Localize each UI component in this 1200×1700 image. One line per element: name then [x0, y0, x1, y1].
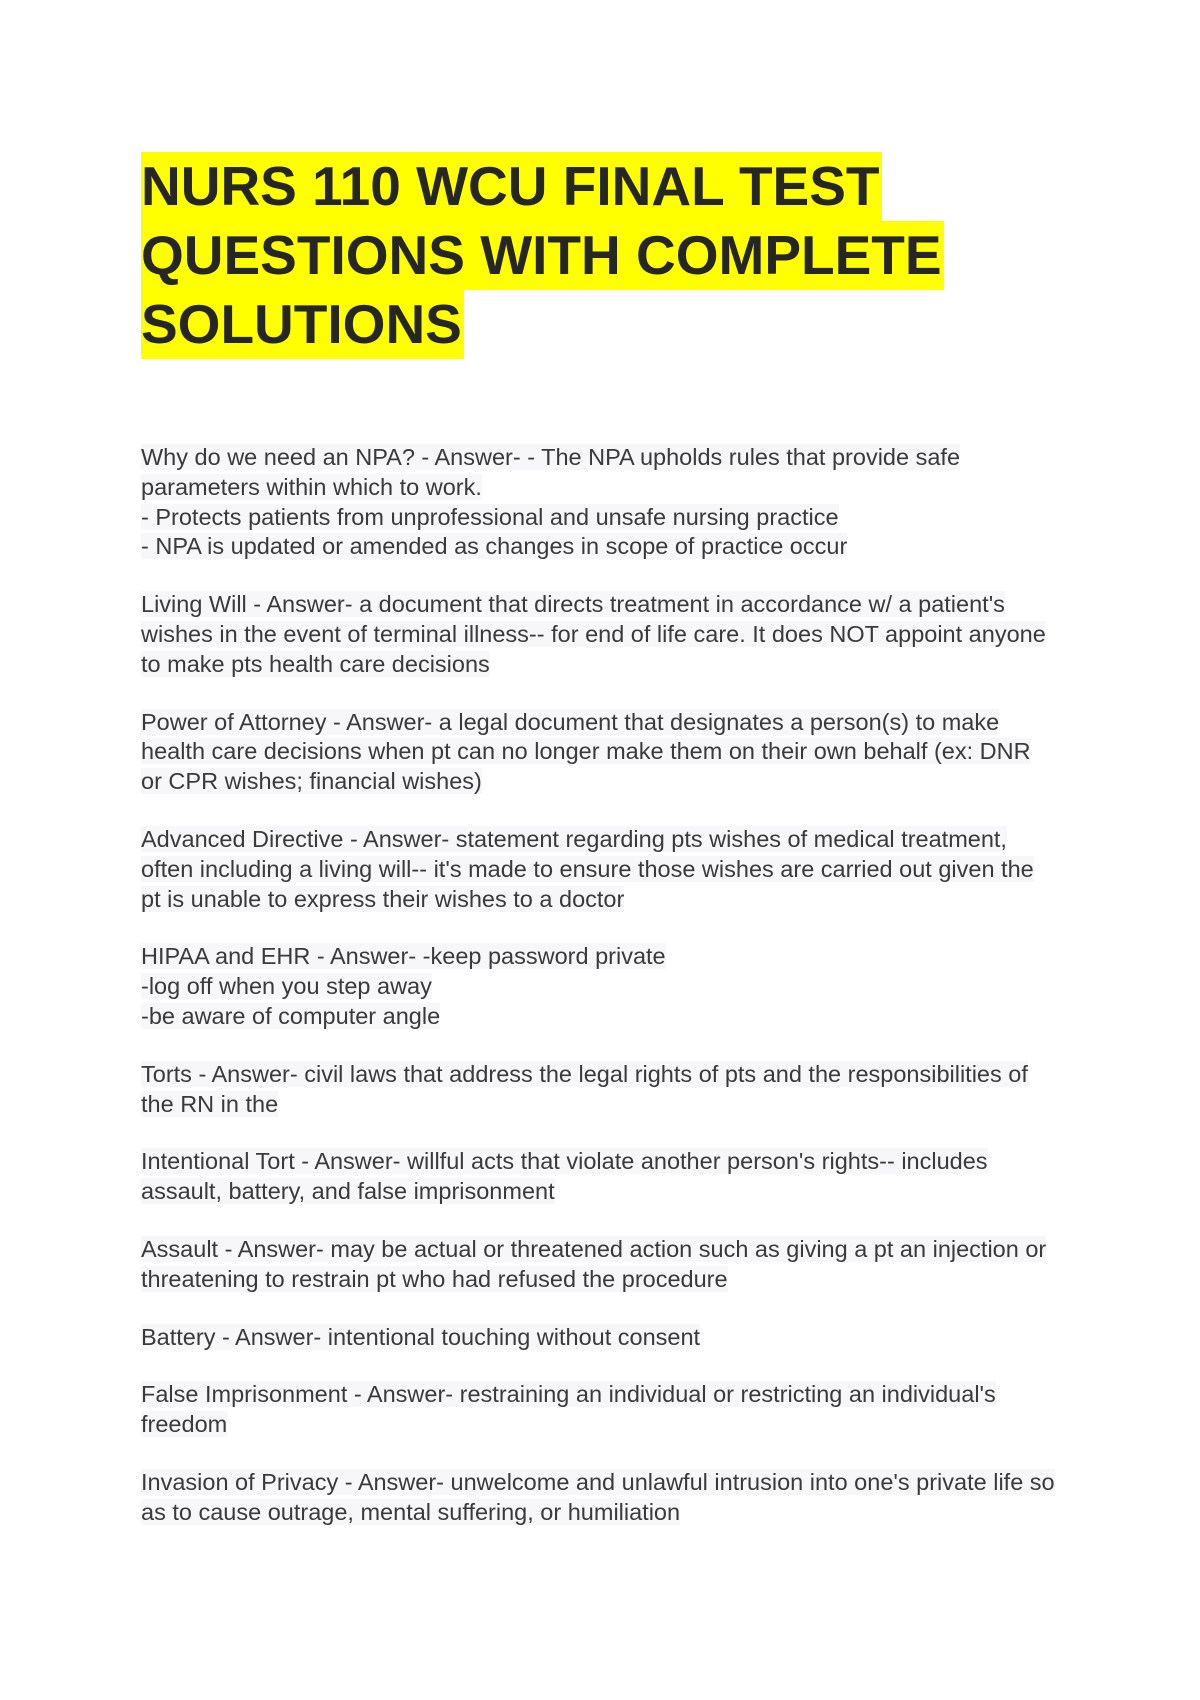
qa-line: Why do we need an NPA? - Answer- - The NPA upholds rules that provide safe [141, 444, 961, 470]
qa-item-living-will [141, 590, 1076, 679]
qa-line: Power of Attorney - Answer- a legal document that designates a person(s) to make [141, 708, 1000, 735]
qa-line: False Imprisonment - Answer- restraining an individual or restricting an individual's [141, 1381, 996, 1408]
qa-item-intentional-tort [141, 1147, 1076, 1207]
qa-line: to make pts health care decisions [141, 650, 490, 677]
qa-line: pt is unable to express their wishes to a doctor [141, 885, 625, 912]
qa-line: Advanced Directive - Answer- statement regarding pts wishes of medical treatment, [141, 825, 1007, 852]
title-line: NURS 110 WCU FINAL TEST [141, 152, 882, 221]
qa-line: or CPR wishes; financial wishes) [141, 768, 482, 795]
qa-line: Living Will - Answer- a document that directs treatment in accordance w/ a patient's [141, 591, 1005, 618]
qa-line: as to cause outrage, mental suffering, or humiliation [141, 1498, 681, 1525]
qa-item-power-of-attorney [141, 708, 1076, 797]
qa-line: Torts - Answer- civil laws that address the legal rights of pts and the responsibilities of [141, 1060, 1028, 1087]
qa-line: health care decisions when pt can no longer make them on their own behalf (ex: DNR [141, 738, 1031, 765]
qa-line: freedom [141, 1411, 228, 1438]
qa-line: -log off when you step away [141, 973, 432, 1000]
qa-line: assault, battery, and false imprisonment [141, 1178, 555, 1205]
title-line: SOLUTIONS [141, 290, 464, 359]
qa-item-assault [141, 1235, 1076, 1295]
qa-item-invasion-of-privacy [141, 1468, 1076, 1528]
qa-line: often including a living will-- it's made to ensure those wishes are carried out given the [141, 855, 1034, 882]
qa-line: threatening to restrain pt who had refused the procedure [141, 1265, 728, 1292]
qa-item-torts [141, 1060, 1076, 1120]
qa-line: wishes in the event of terminal illness-- for end of life care. It does NOT appoint anyone [141, 620, 1046, 647]
qa-line: Assault - Answer- may be actual or threatened action such as giving a pt an injection or [141, 1235, 1047, 1262]
document-title [141, 152, 1041, 359]
qa-line: Invasion of Privacy - Answer- unwelcome and unlawful intrusion into one's private life so [141, 1468, 1055, 1495]
qa-item-advanced-directive [141, 825, 1076, 914]
qa-line: -be aware of computer angle [141, 1002, 441, 1029]
qa-item-battery [141, 1323, 1076, 1353]
qa-line: HIPAA and EHR - Answer- -keep password private [141, 943, 666, 970]
qa-item-false-imprisonment [141, 1380, 1076, 1440]
qa-line: Intentional Tort - Answer- willful acts that violate another person's rights-- includes [141, 1148, 988, 1175]
qa-line: parameters within which to work. [141, 473, 482, 500]
qa-line: - NPA is updated or amended as changes in scope of practice occur [141, 533, 848, 560]
title-line: QUESTIONS WITH COMPLETE [141, 221, 944, 290]
qa-item-hipaa-ehr [141, 942, 1076, 1031]
qa-line: the RN in the [141, 1090, 279, 1117]
qa-line: Battery - Answer- intentional touching without consent [141, 1323, 701, 1350]
qa-list [141, 443, 1076, 1556]
qa-item-npa [141, 443, 1076, 562]
qa-line: - Protects patients from unprofessional and unsafe nursing practice [141, 503, 839, 530]
